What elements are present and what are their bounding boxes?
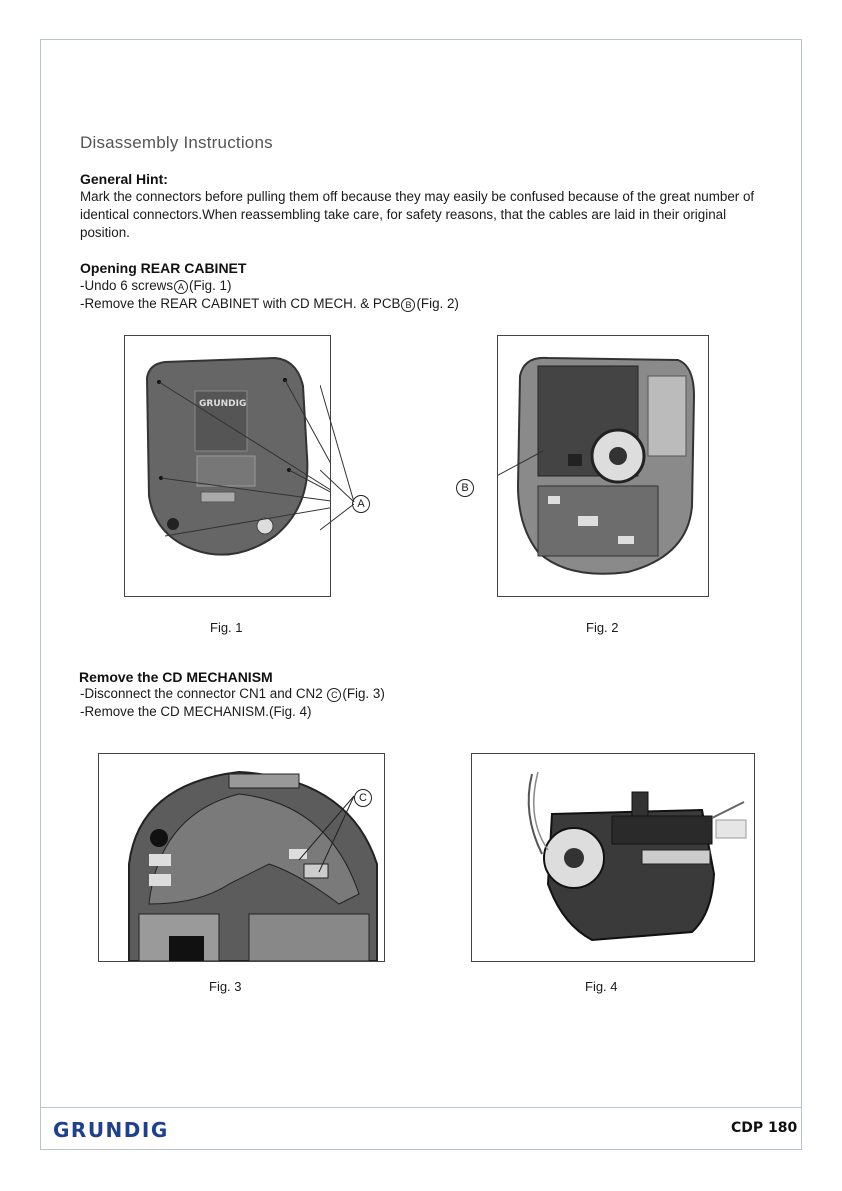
rear-cabinet-step-1 bbox=[80, 278, 231, 294]
step-text: -Remove the REAR CABINET with CD MECH. & PCB bbox=[80, 296, 401, 311]
model-name: CDP 180 bbox=[731, 1120, 798, 1136]
step-text: -Undo 6 screws bbox=[80, 278, 174, 293]
cd-mechanism-step-2: -Remove the CD MECHANISM.(Fig. 4) bbox=[80, 704, 312, 719]
page-title: Disassembly Instructions bbox=[80, 133, 273, 152]
figure-1-caption: Fig. 1 bbox=[210, 620, 243, 635]
step-ref: (Fig. 2) bbox=[416, 296, 459, 311]
general-hint-heading: General Hint: bbox=[80, 171, 168, 187]
marker-c-icon: C bbox=[327, 688, 341, 702]
figure-2-caption: Fig. 2 bbox=[586, 620, 619, 635]
device-brand-text: GRUNDIG bbox=[199, 399, 247, 409]
figure-4-photo bbox=[471, 753, 755, 962]
figure-3-label-c-icon: C bbox=[354, 789, 372, 807]
figure-2-label-b-icon: B bbox=[456, 479, 474, 497]
cd-mechanism-step-1 bbox=[80, 686, 385, 702]
figure-4-caption: Fig. 4 bbox=[585, 979, 618, 994]
figure-3-photo bbox=[98, 753, 385, 962]
general-hint-text: Mark the connectors before pulling them off because they may easily be confused because of the great number of identical connectors.When reassembling take care, for safety reasons, that the cables are laid in their original position. bbox=[80, 189, 755, 240]
marker-b-icon: B bbox=[401, 298, 415, 312]
footer-divider bbox=[40, 1107, 802, 1108]
step-ref: (Fig. 1) bbox=[189, 278, 232, 293]
step-ref: (Fig. 3) bbox=[342, 686, 385, 701]
step-text: -Disconnect the connector CN1 and CN2 bbox=[80, 686, 327, 701]
figure-2-photo bbox=[497, 335, 709, 597]
grundig-logo: GRUNDIG bbox=[53, 1118, 169, 1142]
rear-cabinet-heading: Opening REAR CABINET bbox=[80, 260, 247, 276]
rear-cabinet-step-2 bbox=[80, 296, 459, 312]
figure-1-photo bbox=[124, 335, 331, 597]
marker-a-icon: A bbox=[174, 280, 188, 294]
cd-mechanism-heading: Remove the CD MECHANISM bbox=[79, 669, 273, 685]
figure-1-label-a-icon: A bbox=[352, 495, 370, 513]
figure-3-caption: Fig. 3 bbox=[209, 979, 242, 994]
figure-1-leader-lines bbox=[320, 370, 365, 540]
